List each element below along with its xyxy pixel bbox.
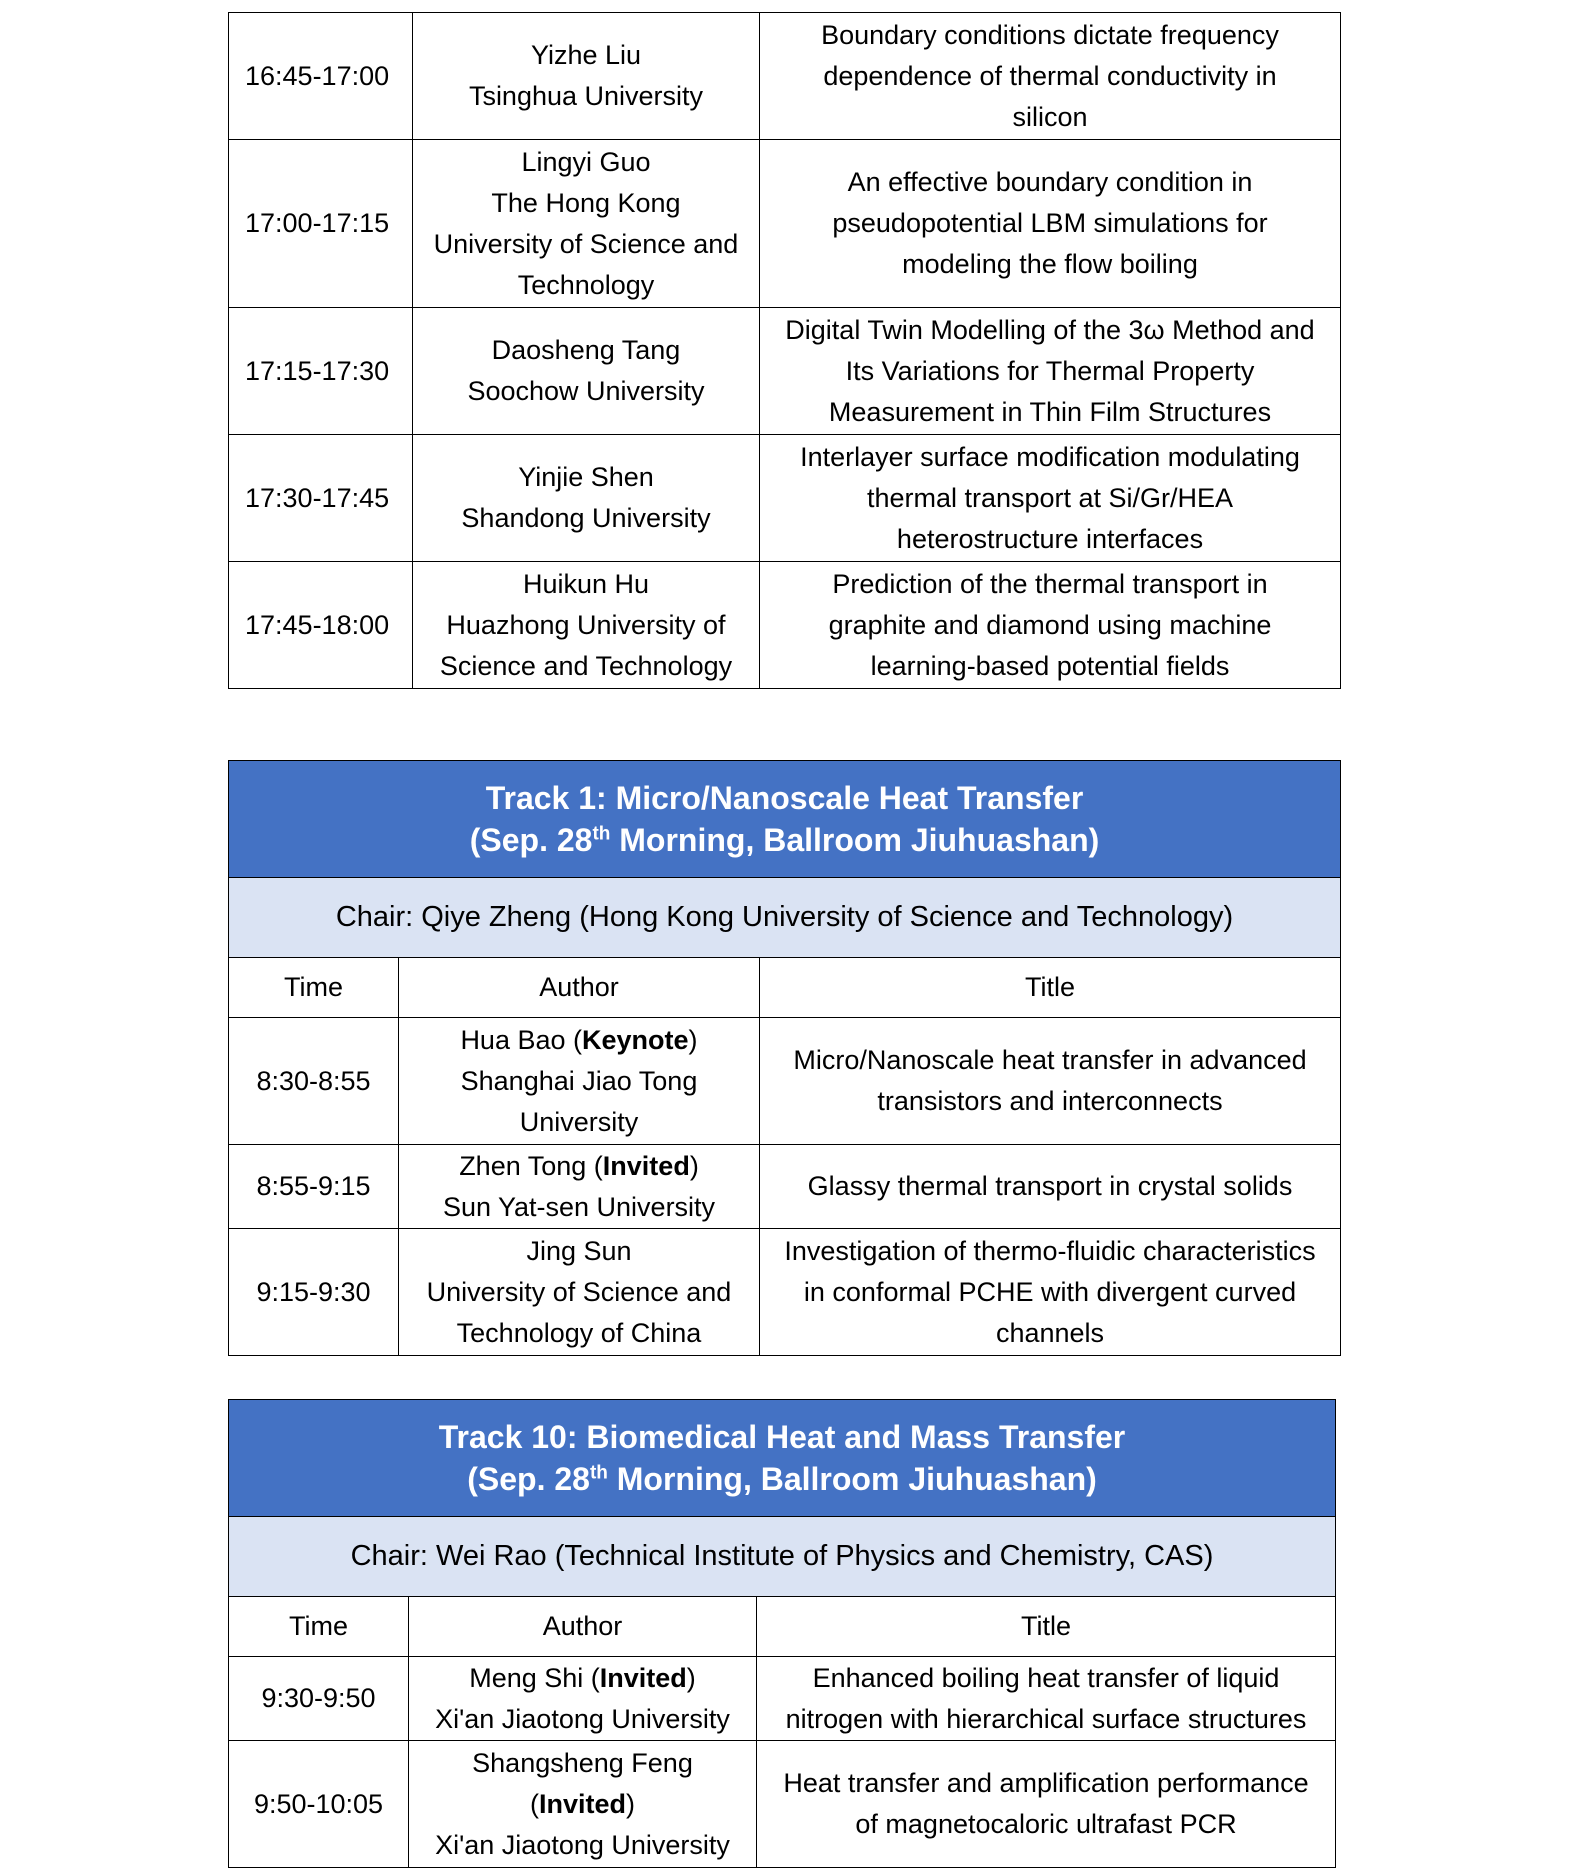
- track-banner-row: [229, 761, 1341, 878]
- author-affiliation: Xi'an Jiaotong University: [435, 1829, 730, 1860]
- table-row: [229, 1741, 1336, 1868]
- table-row: [229, 1229, 1341, 1356]
- time-cell: 9:15-9:30: [229, 1229, 399, 1356]
- title-line: An effective boundary condition in: [847, 167, 1253, 197]
- title-line: channels: [995, 1317, 1105, 1348]
- author-line: Zhen Tong (Invited): [459, 1150, 699, 1181]
- table-row: [229, 562, 1341, 689]
- title-cell: [760, 1018, 1341, 1145]
- title-cell: [760, 1229, 1341, 1356]
- author-affiliation: University of Science and: [433, 228, 739, 259]
- author-name: Meng Shi: [469, 1662, 584, 1693]
- author-cell: [399, 1145, 760, 1229]
- title-line: Boundary conditions dictate frequency: [821, 19, 1279, 50]
- title-line: Its Variations for Thermal Property: [845, 355, 1255, 386]
- time-cell: 16:45-17:00: [229, 13, 413, 140]
- author-name: Yizhe Liu: [530, 40, 642, 70]
- author-affiliation: Technology of China: [456, 1317, 702, 1348]
- title-line: silicon: [1012, 101, 1088, 132]
- title-line: modeling the flow boiling: [902, 249, 1198, 279]
- author-cell: [413, 435, 760, 562]
- author-name: Yinjie Shen: [518, 462, 654, 492]
- date-suffix: th: [592, 823, 611, 845]
- author-name: Jing Sun: [526, 1235, 632, 1266]
- time-cell: 9:30-9:50: [229, 1657, 409, 1741]
- author-name: Lingyi Guo: [521, 146, 651, 177]
- author-cell: [413, 308, 760, 435]
- track-banner: [229, 1400, 1336, 1517]
- author-affiliation: Xi'an Jiaotong University: [435, 1703, 730, 1734]
- time-cell: 17:00-17:15: [229, 140, 413, 308]
- title-cell: [760, 1145, 1341, 1229]
- chair-row: [229, 878, 1341, 958]
- track1-table: [228, 760, 1341, 1356]
- author-cell: [409, 1657, 757, 1741]
- title-line: Micro/Nanoscale heat transfer in advanced: [793, 1045, 1307, 1075]
- track-banner: [229, 761, 1341, 878]
- column-header-time: Time: [229, 958, 399, 1018]
- title-cell: [760, 13, 1341, 140]
- time-cell: 8:30-8:55: [229, 1018, 399, 1145]
- title-line: dependence of thermal conductivity in: [823, 60, 1277, 91]
- time-cell: 17:45-18:00: [229, 562, 413, 689]
- title-line: Heat transfer and amplification performance: [783, 1768, 1309, 1798]
- author-role: Invited: [599, 1662, 687, 1693]
- author-affiliation: University of Science and: [426, 1276, 732, 1307]
- time-cell: 17:30-17:45: [229, 435, 413, 562]
- title-cell: [757, 1741, 1336, 1868]
- title-cell: [760, 308, 1341, 435]
- title-line: Prediction of the thermal transport in: [832, 568, 1268, 599]
- date-suffix: th: [589, 1462, 608, 1484]
- author-role: Invited: [602, 1150, 690, 1181]
- session-venue: Morning, Ballroom Jiuhuashan): [610, 822, 1100, 858]
- author-name: Zhen Tong: [459, 1150, 587, 1181]
- title-line: pseudopotential LBM simulations for: [832, 208, 1268, 238]
- title-line: of magnetocaloric ultrafast PCR: [855, 1809, 1237, 1839]
- title-line: nitrogen with hierarchical surface structures: [785, 1703, 1307, 1734]
- session-date: (Sep. 28: [469, 822, 593, 858]
- author-name: Shangsheng Feng: [472, 1747, 693, 1778]
- author-affiliation: Soochow University: [467, 376, 705, 406]
- title-line: Digital Twin Modelling of the 3ω Method and: [785, 314, 1315, 345]
- author-role: Keynote: [582, 1024, 689, 1055]
- title-line: Glassy thermal transport in crystal solids: [807, 1171, 1293, 1201]
- session-date: (Sep. 28: [467, 1461, 590, 1497]
- column-header-author: Author: [399, 958, 760, 1018]
- time-cell: 17:15-17:30: [229, 308, 413, 435]
- author-cell: [413, 140, 760, 308]
- table-row: [229, 308, 1341, 435]
- title-line: Investigation of thermo-fluidic characteristics: [784, 1235, 1316, 1266]
- session-chair: Chair: Qiye Zheng (Hong Kong University of Science and Technology): [229, 878, 1341, 958]
- title-line: thermal transport at Si/Gr/HEA: [866, 482, 1234, 513]
- title-line: Measurement in Thin Film Structures: [828, 396, 1272, 427]
- track10-table: [228, 1399, 1336, 1868]
- author-role-line: (Invited): [529, 1788, 635, 1819]
- title-line: learning-based potential fields: [870, 650, 1230, 681]
- author-name: Hua Bao: [460, 1024, 566, 1055]
- header-row: [229, 958, 1341, 1018]
- author-cell: [399, 1229, 760, 1356]
- author-name: Daosheng Tang: [491, 335, 681, 365]
- title-line: transistors and interconnects: [877, 1086, 1223, 1116]
- column-header-author: Author: [409, 1597, 757, 1657]
- author-affiliation: University: [519, 1106, 639, 1137]
- author-affiliation: Tsinghua University: [468, 81, 704, 111]
- time-cell: 8:55-9:15: [229, 1145, 399, 1229]
- track-heading: Track 1: Micro/Nanoscale Heat Transfer: [485, 780, 1084, 816]
- author-line: Hua Bao (Keynote): [460, 1024, 698, 1055]
- author-cell: [409, 1741, 757, 1868]
- title-line: in conformal PCHE with divergent curved: [803, 1276, 1297, 1307]
- table-row: [229, 435, 1341, 562]
- session-chair: Chair: Wei Rao (Technical Institute of Physics and Chemistry, CAS): [229, 1517, 1336, 1597]
- author-line: Meng Shi (Invited): [469, 1662, 696, 1693]
- table-row: [229, 1018, 1341, 1145]
- column-header-title: Title: [757, 1597, 1336, 1657]
- author-cell: [399, 1018, 760, 1145]
- title-line: heterostructure interfaces: [896, 523, 1204, 554]
- author-role: Invited: [538, 1788, 626, 1819]
- time-cell: 9:50-10:05: [229, 1741, 409, 1868]
- track-session: [235, 1458, 1329, 1500]
- author-affiliation: Shandong University: [461, 503, 711, 533]
- track-banner-row: [229, 1400, 1336, 1517]
- title-cell: [760, 562, 1341, 689]
- author-affiliation: Science and Technology: [439, 650, 733, 681]
- title-cell: [760, 435, 1341, 562]
- table-row: [229, 13, 1341, 140]
- title-line: graphite and diamond using machine: [828, 609, 1272, 640]
- session-venue: Morning, Ballroom Jiuhuashan): [607, 1461, 1097, 1497]
- column-header-time: Time: [229, 1597, 409, 1657]
- title-line: Interlayer surface modification modulating: [800, 441, 1300, 472]
- track-session: [235, 819, 1334, 861]
- session-table-continued: [228, 12, 1341, 689]
- column-header-title: Title: [760, 958, 1341, 1018]
- author-cell: [413, 562, 760, 689]
- author-affiliation: Shanghai Jiao Tong: [460, 1065, 698, 1096]
- table-row: [229, 1657, 1336, 1741]
- header-row: [229, 1597, 1336, 1657]
- author-affiliation: Technology: [517, 269, 655, 300]
- author-affiliation: Huazhong University of: [446, 609, 726, 640]
- author-name: Huikun Hu: [522, 568, 650, 599]
- table-row: [229, 1145, 1341, 1229]
- chair-row: [229, 1517, 1336, 1597]
- title-line: Enhanced boiling heat transfer of liquid: [812, 1662, 1280, 1693]
- table-row: [229, 140, 1341, 308]
- title-cell: [760, 140, 1341, 308]
- author-affiliation: The Hong Kong: [491, 187, 681, 218]
- track-heading: Track 10: Biomedical Heat and Mass Transfer: [438, 1419, 1126, 1455]
- author-affiliation: Sun Yat-sen University: [442, 1191, 716, 1222]
- author-cell: [413, 13, 760, 140]
- title-cell: [757, 1657, 1336, 1741]
